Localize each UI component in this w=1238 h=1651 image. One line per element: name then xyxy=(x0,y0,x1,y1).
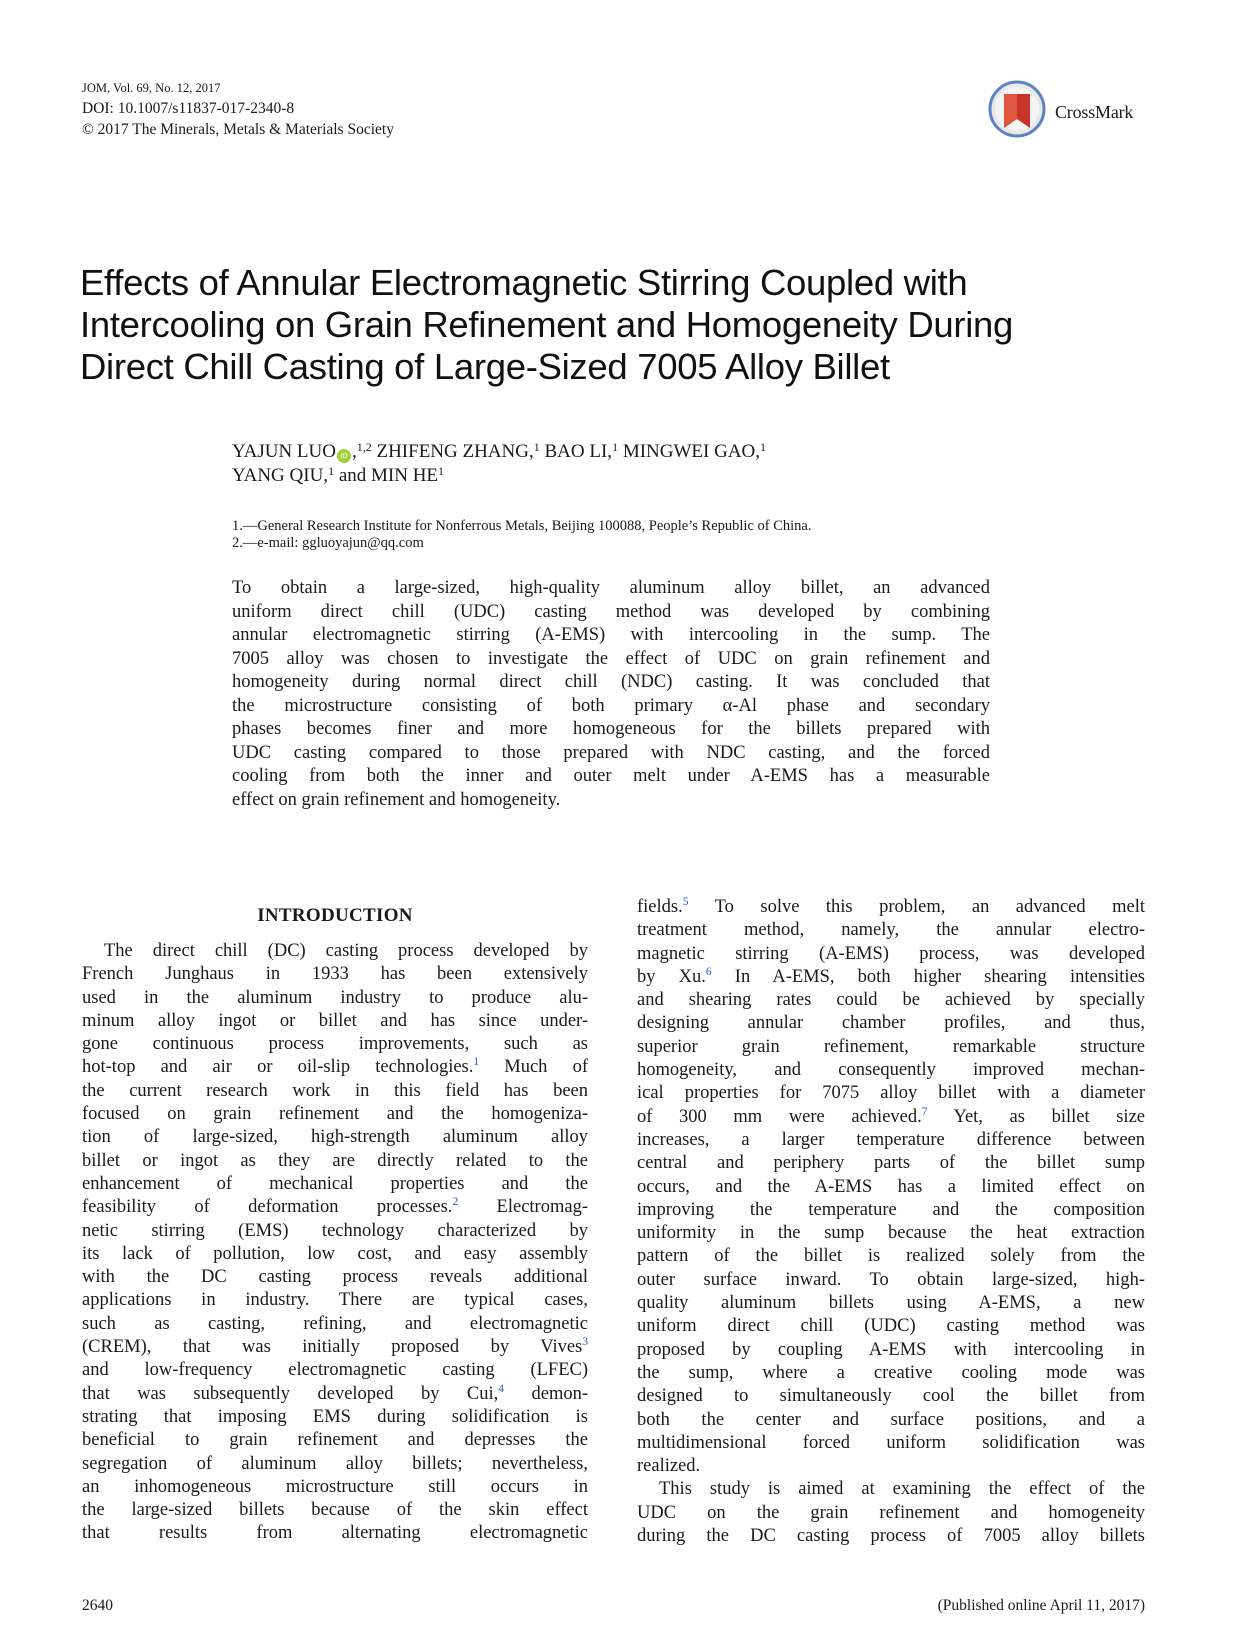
text-line: homogeneity, and consequently improved mechan- xyxy=(637,1060,1145,1081)
publication-date: (Published online April 11, 2017) xyxy=(937,1597,1145,1614)
crossmark-label[interactable]: CrossMark xyxy=(1055,102,1134,122)
affiliations xyxy=(232,518,811,552)
page-number: 2640 xyxy=(82,1597,113,1614)
text-line: ical properties for 7075 alloy billet with a diameter xyxy=(637,1083,1145,1104)
abstract-line: To obtain a large-sized, high-quality aluminum alloy billet, an advanced xyxy=(232,578,990,598)
text-line: gone continuous process improvements, such as xyxy=(82,1034,588,1055)
doi: DOI: 10.1007/s11837-017-2340-8 xyxy=(82,100,295,117)
text-line: billet or ingot as they are directly related to the xyxy=(82,1150,588,1171)
author-name: ZHIFENG ZHANG, xyxy=(371,441,534,462)
text-line: designed to simultaneously cool the billet from xyxy=(637,1386,1145,1407)
author-line: YAJUN LUO iD ,$^{1,2}$ ZHIFENG ZHANG,$^1$ BAO LI,$^1$ MINGWEI GAO,$^1$ xyxy=(232,440,767,462)
text-line: the current research work in this field has been xyxy=(82,1080,588,1101)
text-segment: fields. xyxy=(637,897,683,917)
text-line: focused on grain refinement and the homogeniza- xyxy=(82,1104,588,1125)
abstract-line: annular electromagnetic stirring (A-EMS) with intercooling in the sump. The xyxy=(232,625,990,645)
text-line: with the DC casting process reveals additional xyxy=(82,1267,588,1288)
text-line xyxy=(82,1196,588,1219)
text-line: The direct chill (DC) casting process developed by xyxy=(104,941,588,961)
text-line: realized. xyxy=(637,1456,701,1477)
text-line: treatment method, namely, the annular electro- xyxy=(637,920,1145,941)
text-line: occurs, and the A-EMS has a limited effect on xyxy=(637,1176,1145,1197)
title-line: Direct Chill Casting of Large-Sized 7005 Alloy Billet xyxy=(80,346,890,387)
text-line: central and periphery parts of the billet sump xyxy=(637,1153,1145,1174)
author-name: MINGWEI GAO, xyxy=(618,441,761,462)
title-line: Effects of Annular Electromagnetic Stirring Coupled with xyxy=(80,262,968,303)
text-segment: Electromag- xyxy=(458,1197,588,1218)
abstract-line: the microstructure consisting of both primary α-Al phase and secondary xyxy=(232,695,990,716)
citation-link[interactable]: 6 xyxy=(705,965,712,978)
paper-title xyxy=(80,262,1160,388)
text-line xyxy=(637,1106,1145,1129)
text-line: UDC on the grain refinement and homogeneity xyxy=(637,1502,1145,1523)
text-line: magnetic stirring (A-EMS) process, was developed xyxy=(637,943,1145,964)
abstract-line: UDC casting compared to those prepared with NDC casting, and the forced xyxy=(232,742,990,763)
text-segment: Yet, as billet size xyxy=(927,1106,1145,1127)
text-line: segregation of aluminum alloy billets; nevertheless, xyxy=(82,1453,588,1474)
text-segment: To solve this problem, an advanced melt xyxy=(688,897,1145,917)
text-line: the sump, where a creative cooling mode was xyxy=(637,1362,1145,1383)
text-line: applications in industry. There are typical cases, xyxy=(82,1290,588,1311)
text-segment: feasibility of deformation processes. xyxy=(82,1197,453,1218)
text-line: beneficial to grain refinement and depresses the xyxy=(82,1430,588,1451)
text-line: increases, a larger temperature difference between xyxy=(637,1129,1145,1150)
text-line: improving the temperature and the composition xyxy=(637,1199,1145,1220)
abstract-line: 7005 alloy was chosen to investigate the effect of UDC on grain refinement and xyxy=(232,648,990,669)
text-line: both the center and surface positions, and a xyxy=(637,1409,1145,1430)
text-line: French Junghaus in 1933 has been extensively xyxy=(82,964,588,985)
text-line: during the DC casting process of 7005 alloy billets xyxy=(637,1526,1145,1547)
text-line: uniform direct chill (UDC) casting method was xyxy=(637,1316,1145,1337)
text-segment: hot-top and air or oil-slip technologies. xyxy=(82,1057,474,1078)
text-line: enhancement of mechanical properties and the xyxy=(82,1173,588,1194)
text-line: This study is aimed at examining the effect of the xyxy=(659,1479,1145,1500)
text-segment: of 300 mm were achieved. xyxy=(637,1106,922,1127)
text-segment: by Xu. xyxy=(637,966,706,987)
text-line xyxy=(82,1056,588,1079)
text-line: that results from alternating electromagnetic xyxy=(82,1523,588,1544)
text-line: outer surface inward. To obtain large-sized, high- xyxy=(637,1269,1145,1290)
text-segment: (CREM), that was initially proposed by Vives xyxy=(82,1337,583,1358)
citation-link[interactable]: 3 xyxy=(582,1336,588,1349)
journal-citation: JOM, Vol. 69, No. 12, 2017 xyxy=(82,81,221,95)
text-line: its lack of pollution, low cost, and easy assembly xyxy=(82,1243,588,1264)
affiliation-ref: 1 xyxy=(612,440,619,454)
citation-link[interactable]: 7 xyxy=(921,1105,928,1118)
text-line: used in the aluminum industry to produce alu- xyxy=(82,987,588,1008)
text-line: pattern of the billet is realized solely from the xyxy=(637,1246,1145,1267)
affiliation-ref: 1 xyxy=(533,440,540,454)
orcid-icon[interactable]: iD xyxy=(337,449,351,463)
text-line: an inhomogeneous microstructure still occurs in xyxy=(82,1476,588,1497)
citation-link[interactable]: 5 xyxy=(682,896,689,908)
affiliation-ref: 1 xyxy=(760,440,767,454)
text-segment: that was subsequently developed by Cui, xyxy=(82,1383,499,1404)
text-line: and low-frequency electromagnetic casting (LFEC) xyxy=(82,1360,588,1381)
text-line: minum alloy ingot or billet and has since under- xyxy=(82,1010,588,1031)
text-line xyxy=(82,1383,588,1406)
text-line: strating that imposing EMS during solidification is xyxy=(82,1406,588,1427)
affiliation-line: 1.—General Research Institute for Nonferrous Metals, Beijing 100088, People’s Republic of China. xyxy=(232,518,812,534)
text-segment: In A-EMS, both higher shearing intensities xyxy=(711,966,1145,987)
text-line: uniformity in the sump because the heat extraction xyxy=(637,1223,1145,1244)
text-line: the large-sized billets because of the skin effect xyxy=(82,1500,588,1521)
section-heading-introduction: INTRODUCTION xyxy=(257,905,413,926)
text-segment: Much of xyxy=(479,1057,588,1078)
text-line: designing annular chamber profiles, and thus, xyxy=(637,1013,1145,1034)
abstract xyxy=(232,577,990,812)
text-line: such as casting, refining, and electromagnetic xyxy=(82,1313,588,1334)
abstract-line: cooling from both the inner and outer melt under A-EMS has a measurable xyxy=(232,766,990,786)
author-line xyxy=(232,464,766,488)
text-line: superior grain refinement, remarkable structure xyxy=(637,1036,1145,1057)
affiliation-line: 2.—e-mail: ggluoyajun@qq.com xyxy=(232,535,424,551)
affiliation-ref: 1 xyxy=(438,464,445,478)
text-line xyxy=(637,896,1145,919)
body-column-right xyxy=(637,896,1145,1548)
author-name: and MIN HE xyxy=(334,465,439,486)
citation-link[interactable]: 4 xyxy=(498,1382,505,1395)
text-segment: demon- xyxy=(504,1383,588,1404)
text-line: proposed by coupling A-EMS with intercooling in xyxy=(637,1339,1145,1360)
body-column-left xyxy=(82,940,588,1546)
citation-link[interactable]: 2 xyxy=(452,1196,459,1209)
text-line: multidimensional forced uniform solidification was xyxy=(637,1432,1145,1453)
text-line: netic stirring (EMS) technology characterized by xyxy=(82,1220,588,1241)
author-name: YANG QIU, xyxy=(232,465,329,486)
title-line: Intercooling on Grain Refinement and Homogeneity During xyxy=(80,304,1014,345)
citation-link[interactable]: 1 xyxy=(473,1056,480,1069)
abstract-line: uniform direct chill (UDC) casting method was developed by combining xyxy=(232,601,990,622)
abstract-line: effect on grain refinement and homogeneity. xyxy=(232,789,561,810)
affiliation-ref: 1,2 xyxy=(356,440,372,454)
author-list xyxy=(232,440,766,488)
abstract-line: phases becomes finer and more homogeneous for the billets prepared with xyxy=(232,719,990,739)
affiliation-ref: 1 xyxy=(328,464,335,478)
text-line: tion of large-sized, high-strength aluminum alloy xyxy=(82,1127,588,1148)
text-line: and shearing rates could be achieved by specially xyxy=(637,990,1145,1011)
abstract-line: homogeneity during normal direct chill (NDC) casting. It was concluded that xyxy=(232,672,990,692)
author-name: YAJUN LUO xyxy=(232,441,336,462)
text-line xyxy=(82,1336,588,1359)
author-name: BAO LI, xyxy=(539,441,613,462)
text-line xyxy=(637,966,1145,989)
text-line: quality aluminum billets using A-EMS, a new xyxy=(637,1293,1145,1314)
copyright-notice: © 2017 The Minerals, Metals & Materials Society xyxy=(82,121,394,138)
